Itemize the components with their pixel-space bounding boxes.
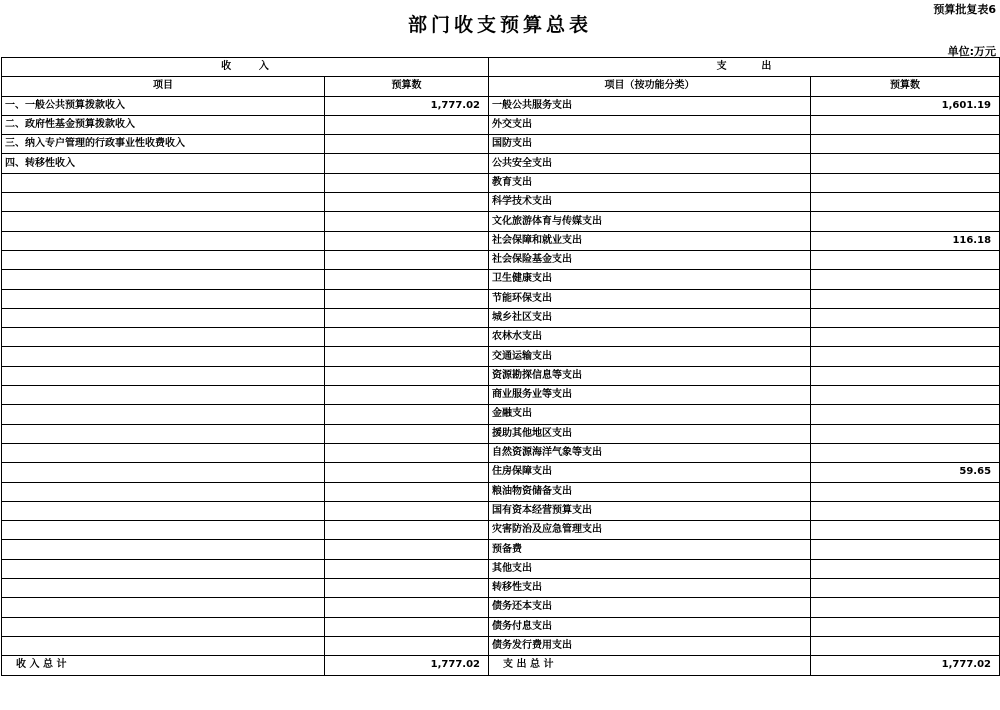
- income-amount-column-header: 预算数: [325, 77, 489, 96]
- expense-item-cell: 一般公共服务支出: [489, 96, 811, 115]
- income-amount-cell: [325, 443, 489, 462]
- expense-amount-cell: [811, 328, 1000, 347]
- income-item-cell: [2, 173, 325, 192]
- income-item-cell: [2, 347, 325, 366]
- income-amount-cell: [325, 579, 489, 598]
- income-amount-cell: [325, 617, 489, 636]
- page-title: 部门收支预算总表: [407, 14, 592, 36]
- expense-item-cell: 粮油物资储备支出: [489, 482, 811, 501]
- income-item-cell: 二、政府性基金预算拨款收入: [2, 115, 325, 134]
- expense-item-cell: 公共安全支出: [489, 154, 811, 173]
- income-total-label: 收 入 总 计: [2, 656, 325, 675]
- expense-amount-cell: [811, 347, 1000, 366]
- table-row: [2, 173, 1000, 192]
- income-amount-cell: [325, 250, 489, 269]
- expense-item-cell: 文化旅游体育与传媒支出: [489, 212, 811, 231]
- table-row: [2, 347, 1000, 366]
- table-row: [2, 636, 1000, 655]
- budget-table: [1, 57, 1000, 676]
- expense-item-cell: 债务还本支出: [489, 598, 811, 617]
- section-header-row: [2, 58, 1000, 77]
- expense-amount-cell: [811, 617, 1000, 636]
- income-item-cell: [2, 386, 325, 405]
- expense-section-label: 支 出: [716, 61, 772, 73]
- income-amount-cell: [325, 154, 489, 173]
- expense-amount-cell: [811, 443, 1000, 462]
- expense-item-cell: 转移性支出: [489, 579, 811, 598]
- income-item-cell: 四、转移性收入: [2, 154, 325, 173]
- income-item-cell: 三、纳入专户管理的行政事业性收费收入: [2, 135, 325, 154]
- expense-amount-cell: [811, 636, 1000, 655]
- expense-item-cell: 资源勘探信息等支出: [489, 366, 811, 385]
- income-item-cell: [2, 443, 325, 462]
- table-row: [2, 424, 1000, 443]
- income-amount-cell: [325, 540, 489, 559]
- income-item-cell: [2, 270, 325, 289]
- income-amount-cell: [325, 231, 489, 250]
- expense-amount-cell: [811, 308, 1000, 327]
- table-row: [2, 154, 1000, 173]
- income-amount-cell: [325, 598, 489, 617]
- income-amount-cell: [325, 270, 489, 289]
- table-row: [2, 463, 1000, 482]
- expense-item-cell: 国有资本经营预算支出: [489, 501, 811, 520]
- expense-total-label: 支 出 总 计: [489, 656, 811, 675]
- income-item-cell: [2, 521, 325, 540]
- expense-amount-cell: [811, 135, 1000, 154]
- income-item-cell: [2, 308, 325, 327]
- expense-amount-cell: [811, 424, 1000, 443]
- expense-item-cell: 债务付息支出: [489, 617, 811, 636]
- income-total-value: 1,777.02: [325, 656, 489, 675]
- expense-amount-cell: [811, 521, 1000, 540]
- table-row: [2, 540, 1000, 559]
- expense-amount-cell: [811, 482, 1000, 501]
- table-row: [2, 617, 1000, 636]
- expense-amount-cell: [811, 386, 1000, 405]
- expense-item-cell: 农林水支出: [489, 328, 811, 347]
- table-row: [2, 193, 1000, 212]
- expense-amount-cell: [811, 598, 1000, 617]
- income-item-cell: [2, 463, 325, 482]
- expense-item-cell: 住房保障支出: [489, 463, 811, 482]
- table-row: [2, 250, 1000, 269]
- expense-amount-cell: 116.18: [811, 231, 1000, 250]
- table-row: [2, 231, 1000, 250]
- expense-amount-cell: [811, 250, 1000, 269]
- income-item-cell: [2, 366, 325, 385]
- income-item-cell: [2, 598, 325, 617]
- unit-label: 单位:万元: [947, 45, 996, 58]
- table-row: [2, 443, 1000, 462]
- expense-amount-column-header: 预算数: [811, 77, 1000, 96]
- table-row: [2, 135, 1000, 154]
- table-row: [2, 521, 1000, 540]
- budget-table-body: [2, 58, 1000, 676]
- income-amount-cell: [325, 328, 489, 347]
- table-row: [2, 289, 1000, 308]
- income-item-cell: [2, 231, 325, 250]
- table-row: [2, 598, 1000, 617]
- income-section-label: 收 入: [221, 61, 269, 73]
- table-row: [2, 559, 1000, 578]
- expense-item-cell: 其他支出: [489, 559, 811, 578]
- income-amount-cell: [325, 482, 489, 501]
- expense-amount-cell: [811, 289, 1000, 308]
- income-amount-cell: [325, 559, 489, 578]
- income-item-cell: [2, 636, 325, 655]
- expense-section-header: [489, 58, 1000, 77]
- expense-amount-cell: 59.65: [811, 463, 1000, 482]
- income-amount-cell: [325, 424, 489, 443]
- income-item-cell: [2, 559, 325, 578]
- table-row: [2, 212, 1000, 231]
- table-row: [2, 96, 1000, 115]
- income-amount-cell: [325, 135, 489, 154]
- expense-item-cell: 节能环保支出: [489, 289, 811, 308]
- expense-amount-cell: [811, 405, 1000, 424]
- expense-item-cell: 灾害防治及应急管理支出: [489, 521, 811, 540]
- expense-item-cell: 自然资源海洋气象等支出: [489, 443, 811, 462]
- income-item-cell: [2, 250, 325, 269]
- income-amount-cell: 1,777.02: [325, 96, 489, 115]
- income-item-cell: [2, 193, 325, 212]
- table-row: [2, 386, 1000, 405]
- income-item-cell: [2, 501, 325, 520]
- expense-total-value: 1,777.02: [811, 656, 1000, 675]
- income-amount-cell: [325, 115, 489, 134]
- income-item-cell: [2, 579, 325, 598]
- expense-amount-cell: [811, 270, 1000, 289]
- income-item-cell: [2, 424, 325, 443]
- income-item-cell: [2, 405, 325, 424]
- income-amount-cell: [325, 386, 489, 405]
- expense-item-cell: 外交支出: [489, 115, 811, 134]
- expense-amount-cell: [811, 212, 1000, 231]
- expense-amount-cell: [811, 366, 1000, 385]
- income-amount-cell: [325, 193, 489, 212]
- table-row: [2, 579, 1000, 598]
- table-row: [2, 366, 1000, 385]
- income-amount-cell: [325, 463, 489, 482]
- expense-item-cell: 商业服务业等支出: [489, 386, 811, 405]
- expense-item-cell: 教育支出: [489, 173, 811, 192]
- income-item-cell: [2, 212, 325, 231]
- expense-item-cell: 卫生健康支出: [489, 270, 811, 289]
- income-item-column-header: 项目: [2, 77, 325, 96]
- expense-item-cell: 援助其他地区支出: [489, 424, 811, 443]
- table-row: [2, 482, 1000, 501]
- table-row: [2, 501, 1000, 520]
- expense-amount-cell: [811, 559, 1000, 578]
- income-section-header: [2, 58, 489, 77]
- income-amount-cell: [325, 173, 489, 192]
- expense-amount-cell: [811, 115, 1000, 134]
- table-row: [2, 328, 1000, 347]
- table-row: [2, 405, 1000, 424]
- income-item-cell: [2, 289, 325, 308]
- table-row: [2, 270, 1000, 289]
- expense-item-cell: 金融支出: [489, 405, 811, 424]
- expense-amount-cell: [811, 193, 1000, 212]
- expense-item-cell: 预备费: [489, 540, 811, 559]
- expense-item-column-header: 项目（按功能分类）: [489, 77, 811, 96]
- income-item-cell: [2, 617, 325, 636]
- expense-amount-cell: 1,601.19: [811, 96, 1000, 115]
- income-amount-cell: [325, 308, 489, 327]
- expense-amount-cell: [811, 579, 1000, 598]
- expense-amount-cell: [811, 173, 1000, 192]
- expense-amount-cell: [811, 501, 1000, 520]
- income-amount-cell: [325, 521, 489, 540]
- total-row: [2, 656, 1000, 675]
- income-amount-cell: [325, 289, 489, 308]
- income-item-cell: 一、一般公共预算拨款收入: [2, 96, 325, 115]
- expense-item-cell: 国防支出: [489, 135, 811, 154]
- income-item-cell: [2, 482, 325, 501]
- expense-item-cell: 债务发行费用支出: [489, 636, 811, 655]
- income-amount-cell: [325, 636, 489, 655]
- expense-amount-cell: [811, 540, 1000, 559]
- expense-item-cell: 社会保险基金支出: [489, 250, 811, 269]
- income-amount-cell: [325, 347, 489, 366]
- income-item-cell: [2, 328, 325, 347]
- income-item-cell: [2, 540, 325, 559]
- table-number: 预算批复表6: [933, 3, 996, 16]
- income-amount-cell: [325, 366, 489, 385]
- income-amount-cell: [325, 405, 489, 424]
- expense-item-cell: 科学技术支出: [489, 193, 811, 212]
- expense-item-cell: 社会保障和就业支出: [489, 231, 811, 250]
- table-row: [2, 308, 1000, 327]
- column-header-row: [2, 77, 1000, 96]
- table-row: [2, 115, 1000, 134]
- expense-item-cell: 交通运输支出: [489, 347, 811, 366]
- income-amount-cell: [325, 212, 489, 231]
- income-amount-cell: [325, 501, 489, 520]
- expense-amount-cell: [811, 154, 1000, 173]
- expense-item-cell: 城乡社区支出: [489, 308, 811, 327]
